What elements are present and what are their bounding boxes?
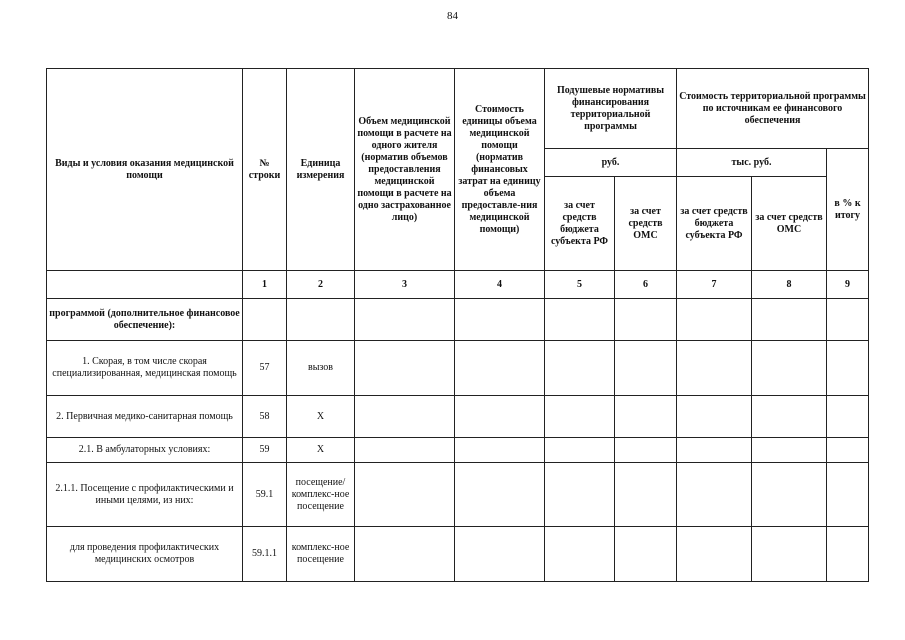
header-per-capita: Подушевые нормативы финансирования территориальной программы [545, 69, 677, 149]
cell-empty [827, 463, 869, 527]
cell-empty [355, 527, 455, 582]
table-row [47, 438, 869, 463]
table-row [47, 463, 869, 527]
row-unit: посещение/ комплекс-ное посещение [287, 463, 355, 527]
financing-table [46, 68, 869, 582]
cell-empty [545, 438, 615, 463]
row-label: для проведения профилактических медицинских осмотров [47, 527, 243, 582]
header-budget-rf-rub: за счет средств бюджета субъекта РФ [545, 177, 615, 271]
table-row [47, 341, 869, 396]
cell-empty [545, 341, 615, 396]
cell-empty [677, 299, 752, 341]
cell-empty [615, 438, 677, 463]
page-number: 84 [447, 10, 458, 22]
row-number: 59 [243, 438, 287, 463]
column-index: 4 [455, 271, 545, 299]
cell-empty [677, 527, 752, 582]
cell-empty [752, 341, 827, 396]
cell-empty [545, 396, 615, 438]
cell-empty [677, 438, 752, 463]
cell-empty [545, 527, 615, 582]
cell-empty [455, 341, 545, 396]
cell-empty [752, 438, 827, 463]
cell-empty [752, 463, 827, 527]
header-row-number: № строки [243, 69, 287, 271]
cell-empty [355, 438, 455, 463]
column-index-empty [47, 271, 243, 299]
row-unit: Х [287, 438, 355, 463]
row-unit: вызов [287, 341, 355, 396]
cell-empty [827, 299, 869, 341]
row-number: 59.1 [243, 463, 287, 527]
cell-empty [355, 396, 455, 438]
row-label: программой (дополнительное финансовое обеспечение): [47, 299, 243, 341]
cell-empty [455, 463, 545, 527]
cell-empty [827, 438, 869, 463]
cell-empty [355, 341, 455, 396]
header-rub: руб. [545, 149, 677, 177]
row-unit: Х [287, 396, 355, 438]
row-number: 59.1.1 [243, 527, 287, 582]
cell-empty [827, 396, 869, 438]
row-number [243, 299, 287, 341]
cell-empty [545, 463, 615, 527]
column-index: 2 [287, 271, 355, 299]
row-label: 2.1. В амбулаторных условиях: [47, 438, 243, 463]
cell-empty [455, 396, 545, 438]
table-row [47, 396, 869, 438]
header-program-cost: Стоимость территориальной программы по источникам ее финансового обеспечения [677, 69, 869, 149]
cell-empty [545, 299, 615, 341]
row-unit: комплекс-ное посещение [287, 527, 355, 582]
row-label: 2. Первичная медико-санитарная помощь [47, 396, 243, 438]
cell-empty [615, 341, 677, 396]
column-index-row [47, 271, 869, 299]
column-index: 3 [355, 271, 455, 299]
cell-empty [615, 299, 677, 341]
cell-empty [615, 463, 677, 527]
cell-empty [752, 527, 827, 582]
cell-empty [677, 463, 752, 527]
cell-empty [355, 463, 455, 527]
header-budget-rf-thous: за счет средств бюджета субъекта РФ [677, 177, 752, 271]
column-index: 6 [615, 271, 677, 299]
row-unit [287, 299, 355, 341]
column-index: 7 [677, 271, 752, 299]
cell-empty [827, 341, 869, 396]
cell-empty [615, 396, 677, 438]
header-unit-cost: Стоимость единицы объема медицинской помощи (норматив финансовых затрат на единицу объема предоставле-ния медицинской помощи) [455, 69, 545, 271]
cell-empty [677, 341, 752, 396]
cell-empty [615, 527, 677, 582]
header-volume: Объем медицинской помощи в расчете на одного жителя (норматив объемов предоставления медицинской помощи в расчете на одно застрахованное лицо) [355, 69, 455, 271]
cell-empty [455, 527, 545, 582]
cell-empty [752, 396, 827, 438]
header-type-of-care: Виды и условия оказания медицинской помощи [47, 69, 243, 271]
row-number: 58 [243, 396, 287, 438]
column-index: 9 [827, 271, 869, 299]
cell-empty [455, 438, 545, 463]
row-number: 57 [243, 341, 287, 396]
cell-empty [677, 396, 752, 438]
cell-empty [355, 299, 455, 341]
cell-empty [827, 527, 869, 582]
header-oms-thous: за счет средств ОМС [752, 177, 827, 271]
table-row [47, 527, 869, 582]
header-oms-rub: за счет средств ОМС [615, 177, 677, 271]
row-label: 2.1.1. Посещение с профилактическими и иными целями, из них: [47, 463, 243, 527]
cell-empty [752, 299, 827, 341]
column-index: 5 [545, 271, 615, 299]
row-label: 1. Скорая, в том числе скорая специализированная, медицинская помощь [47, 341, 243, 396]
column-index: 1 [243, 271, 287, 299]
table-row [47, 299, 869, 341]
cell-empty [455, 299, 545, 341]
header-thous-rub: тыс. руб. [677, 149, 827, 177]
header-unit: Единица измерения [287, 69, 355, 271]
header-percent: в % к итогу [827, 149, 869, 271]
column-index: 8 [752, 271, 827, 299]
